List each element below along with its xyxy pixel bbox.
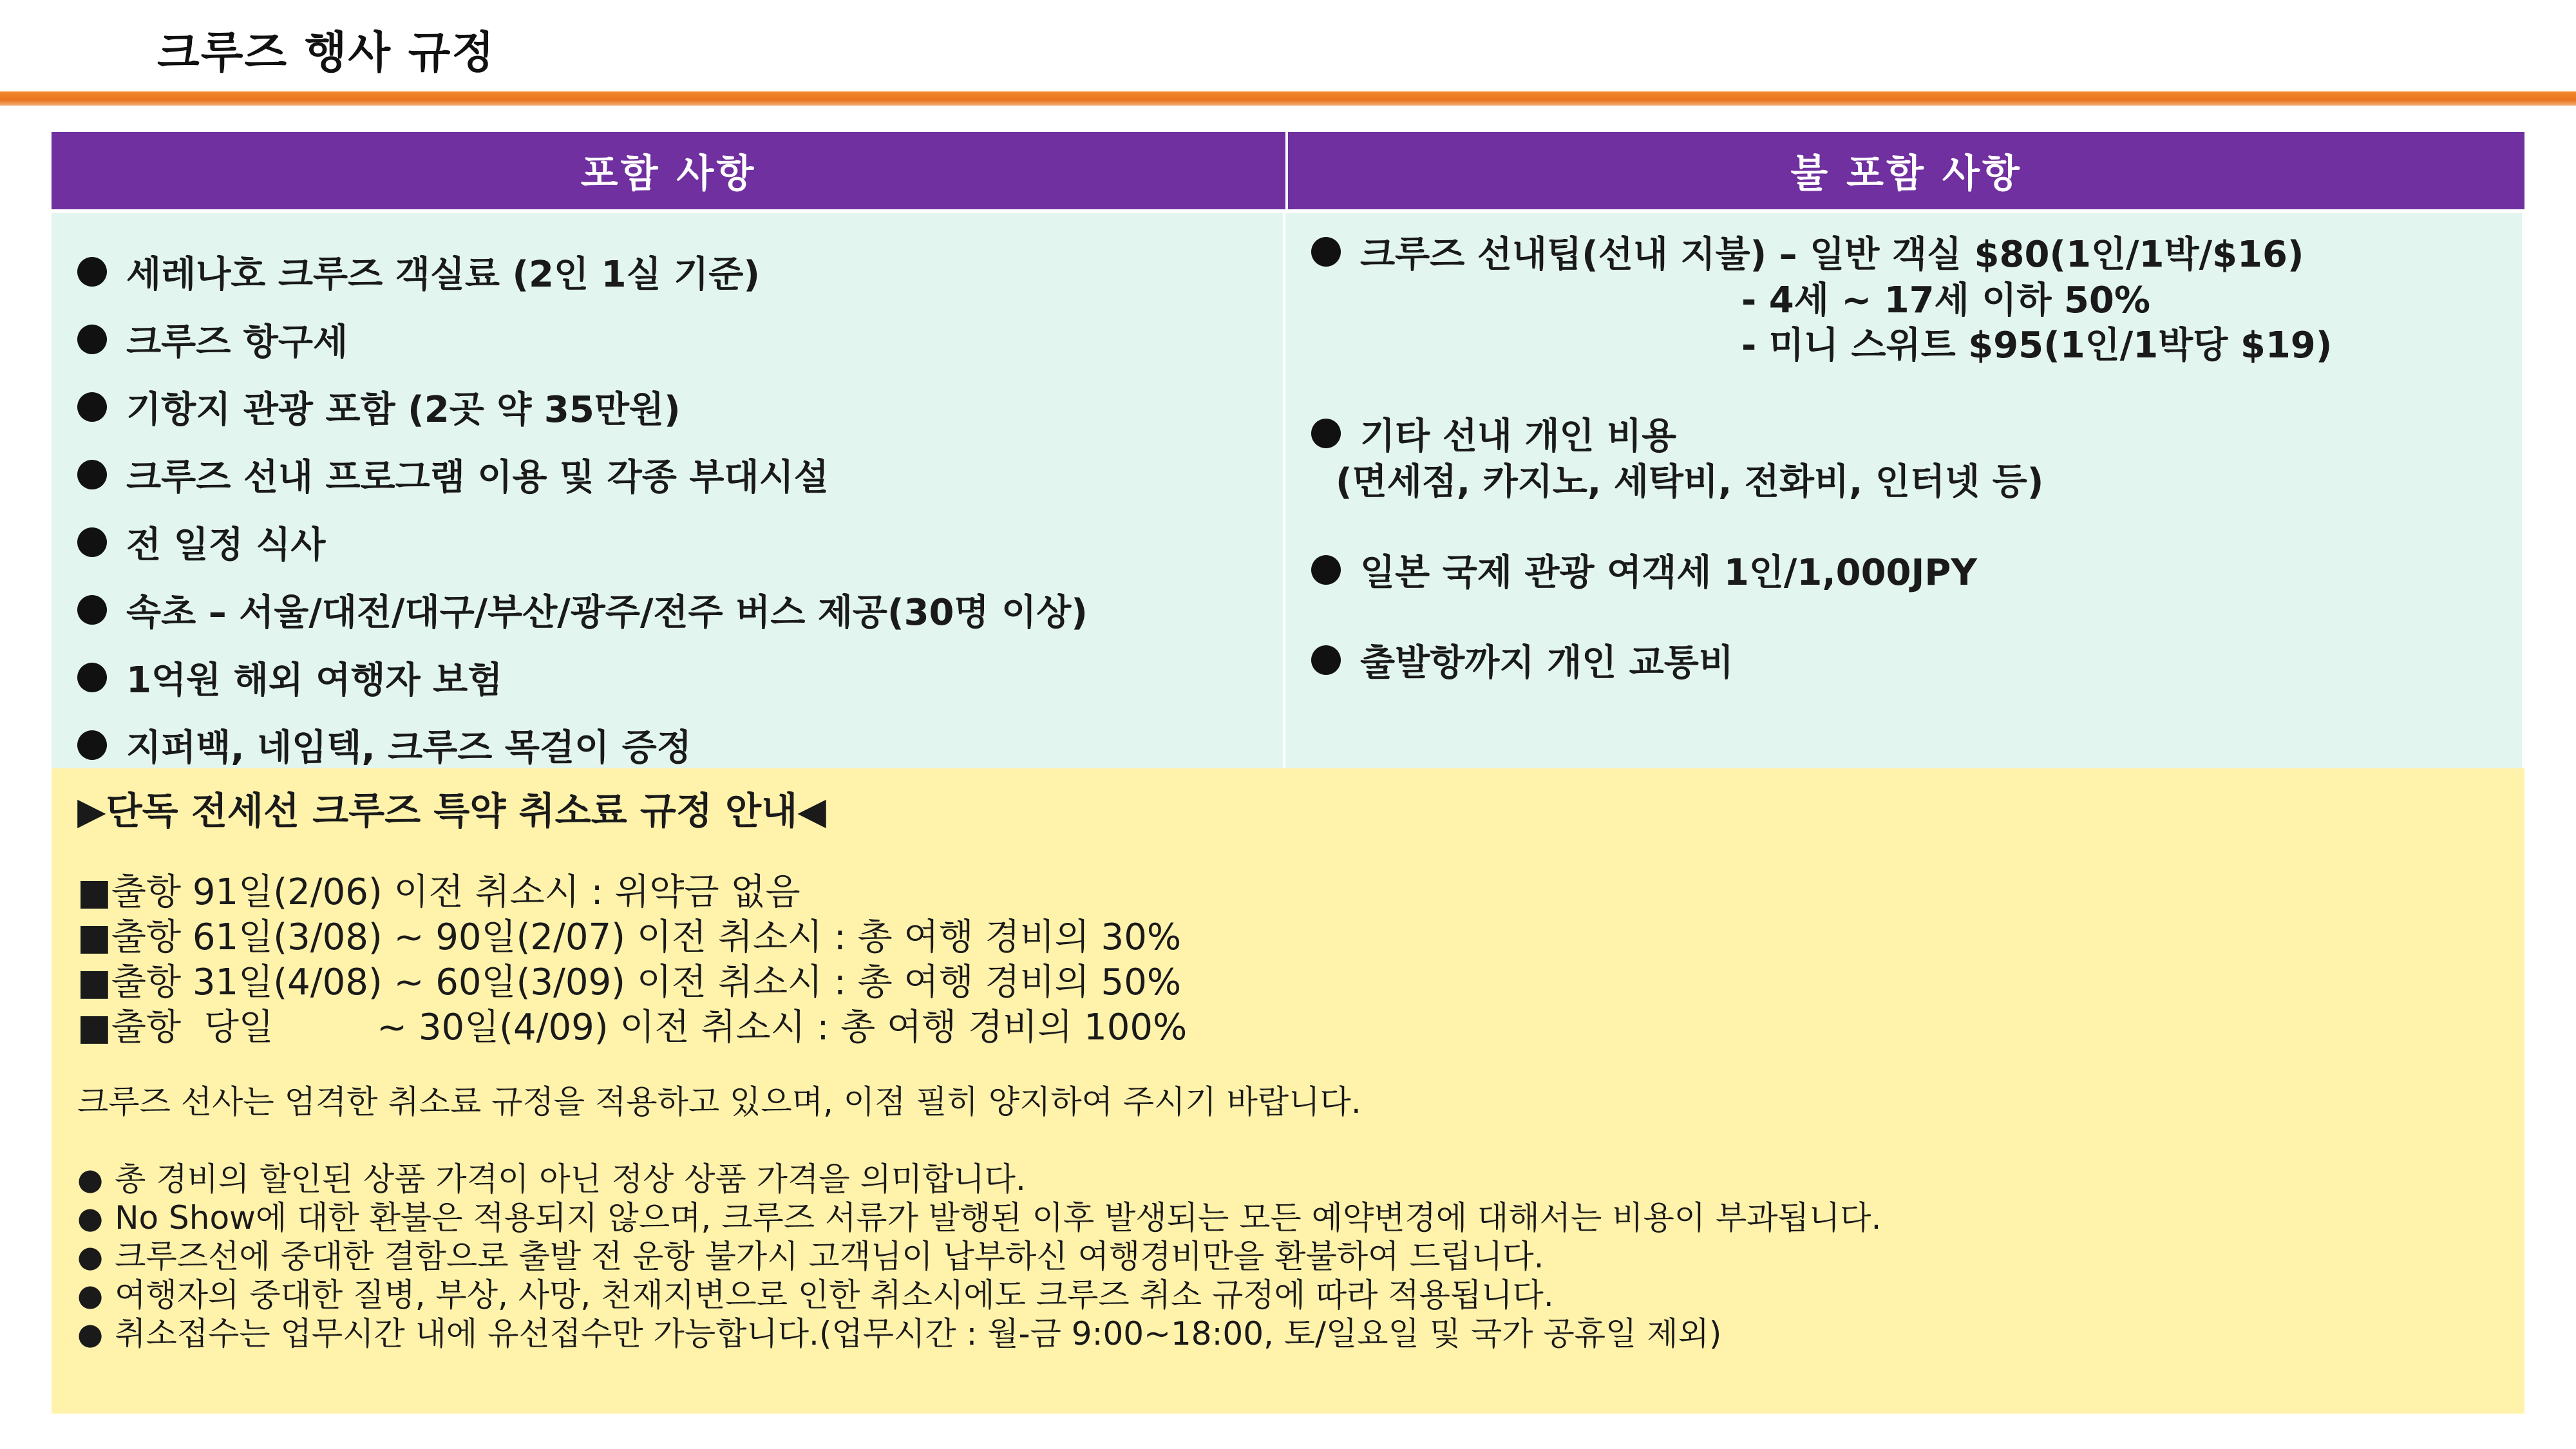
cancel-rule: ■출항 당일 ~ 30일(4/09) 이전 취소시 : 총 여행 경비의 100% (77, 1007, 1188, 1048)
personal-costs-detail: (면세점, 카지노, 세탁비, 전화비, 인터넷 등) (1336, 461, 2044, 503)
personal-costs-block (1311, 410, 2522, 502)
bullet-icon (77, 527, 107, 557)
note-text: No Show에 대한 환불은 적용되지 않으며, 크루즈 서류가 발행된 이후 발생되는 모든 예약변경에 대해서는 비용이 부과됩니다. (115, 1199, 1882, 1236)
included-header: 포함 사항 (52, 132, 1288, 209)
bullet-icon (1311, 419, 1341, 448)
bullet-icon: ● (77, 1162, 104, 1197)
note-item (77, 1160, 2524, 1198)
tax-block (1311, 547, 2522, 593)
bullet-icon (77, 595, 107, 625)
tips-text: 크루즈 선내팁(선내 지불) – 일반 객실 $80(1인/1박/$16) (1360, 234, 2304, 276)
bullet-icon (1311, 237, 1341, 267)
excluded-list (1285, 213, 2522, 768)
list-item-label: 세레나호 크루즈 객실료 (2인 1실 기준) (126, 253, 760, 296)
policy-text: 크루즈 선사는 엄격한 취소료 규정을 적용하고 있으며, 이점 필히 양지하여 주시기 바랍니다. (77, 1083, 1361, 1121)
bullet-icon (77, 392, 107, 422)
list-item (77, 305, 1283, 373)
excluded-header: 불 포함 사항 (1288, 132, 2524, 209)
list-item (77, 643, 1283, 711)
list-item (1311, 410, 2522, 457)
bullet-icon (77, 663, 107, 692)
included-list (52, 213, 1285, 768)
list-item (77, 508, 1283, 576)
bullet-icon (77, 730, 107, 760)
note-text: 여행자의 중대한 질병, 부상, 사망, 천재지변으로 인한 취소시에도 크루즈 취소 규정에 따라 적용됩니다. (115, 1276, 1554, 1314)
table-body-row (52, 209, 2524, 768)
page-title: 크루즈 행사 규정 (157, 28, 496, 79)
notes-list (77, 1160, 2524, 1353)
cancel-rule: ■출항 61일(3/08) ~ 90일(2/07) 이전 취소시 : 총 여행 경비의 30% (77, 916, 1182, 958)
cancel-rules (77, 870, 2524, 1050)
bullet-icon (1311, 645, 1341, 675)
notice-title: ▶단독 전세선 크루즈 특약 취소료 규정 안내◀ (77, 789, 826, 833)
cancellation-notice (52, 768, 2524, 1414)
list-item (77, 373, 1283, 440)
tips-child-rate: - 4세 ~ 17세 이하 50% (1741, 279, 2150, 321)
tax-text: 일본 국제 관광 여객세 1인/1,000JPY (1360, 552, 1977, 594)
personal-costs-text: 기타 선내 개인 비용 (1360, 415, 1677, 457)
bullet-icon: ● (77, 1278, 104, 1312)
note-text: 크루즈선에 중대한 결함으로 출발 전 운항 불가시 고객님이 납부하신 여행경비만을 환불하여 드립니다. (115, 1238, 1544, 1275)
note-item (77, 1237, 2524, 1276)
note-item (77, 1314, 2524, 1353)
list-item-label: 전 일정 식사 (126, 524, 326, 566)
header-divider (0, 91, 2576, 106)
bullet-icon: ● (77, 1239, 104, 1274)
table-header-row (52, 132, 2524, 209)
note-item (77, 1198, 2524, 1237)
transport-text: 출발항까지 개인 교통비 (1360, 642, 1734, 684)
list-item (77, 238, 1283, 305)
list-item-label: 지퍼백, 네임텍, 크루즈 목걸이 증정 (126, 726, 692, 769)
tips-block (1311, 229, 2522, 365)
list-item (77, 576, 1283, 643)
list-item-label: 크루즈 선내 프로그램 이용 및 각종 부대시설 (126, 456, 829, 498)
tips-suite-rate: - 미니 스위트 $95(1인/1박당 $19) (1741, 325, 2333, 366)
bullet-icon (77, 257, 107, 287)
bullet-icon (77, 460, 107, 489)
list-item-label: 크루즈 항구세 (126, 321, 348, 363)
inclusion-table (52, 132, 2524, 1414)
list-item (1311, 547, 2522, 593)
list-item-label: 속초 – 서울/대전/대구/부산/광주/전주 버스 제공(30명 이상) (126, 591, 1088, 634)
bullet-icon (1311, 555, 1341, 585)
note-text: 취소접수는 업무시간 내에 유선접수만 가능합니다.(업무시간 : 월-금 9:00~18:00, 토/일요일 및 국가 공휴일 제외) (115, 1315, 1722, 1352)
list-item (1311, 637, 2522, 683)
note-item (77, 1276, 2524, 1314)
list-item-label: 기항지 관광 포함 (2곳 약 35만원) (126, 388, 681, 431)
bullet-icon: ● (77, 1316, 104, 1351)
transport-block (1311, 637, 2522, 683)
list-item-label: 1억원 해외 여행자 보험 (126, 659, 503, 701)
cancel-rule: ■출항 91일(2/06) 이전 취소시 : 위약금 없음 (77, 871, 800, 913)
bullet-icon (77, 325, 107, 354)
list-item (77, 440, 1283, 508)
cancel-rule: ■출항 31일(4/08) ~ 60일(3/09) 이전 취소시 : 총 여행 경비의 50% (77, 961, 1182, 1003)
note-text: 총 경비의 할인된 상품 가격이 아닌 정상 상품 가격을 의미합니다. (115, 1160, 1026, 1198)
bullet-icon: ● (77, 1200, 104, 1235)
list-item (1311, 229, 2522, 275)
